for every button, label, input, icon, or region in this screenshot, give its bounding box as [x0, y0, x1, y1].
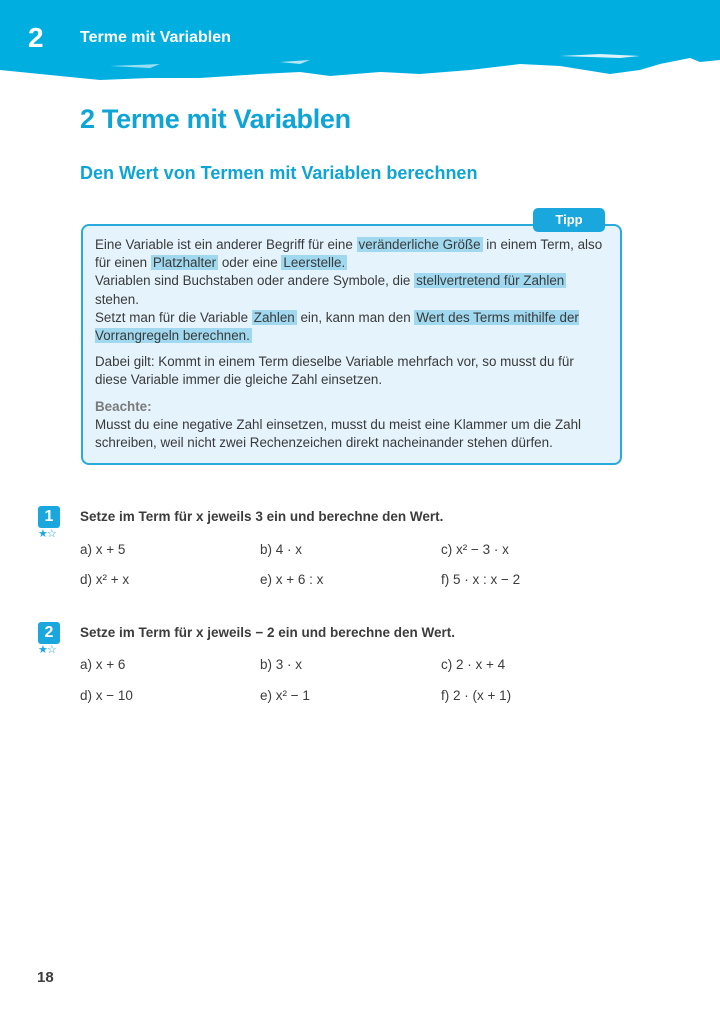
chapter-header-band [0, 0, 720, 80]
note-text: Musst du eine negative Zahl einsetzen, musst du meist eine Klammer um die Zahl schreiben, weil nicht zwei Rechenzeichen direkt nacheinander stehen dürfen. [95, 416, 582, 451]
chapter-heading: 2 Terme mit Variablen [80, 104, 351, 134]
item-label: a) [80, 657, 93, 672]
item-term: x + 5 [95, 542, 126, 557]
item-label: f) [441, 572, 450, 587]
tip-text: Setzt man für die Variable [95, 309, 252, 325]
tip-text: ein, kann man den [296, 309, 415, 325]
exercise-item [80, 572, 129, 587]
highlight-term: Zahlen [253, 309, 295, 325]
item-term: x² + x [95, 572, 130, 587]
exercise-item [441, 688, 511, 703]
item-term: 2 · x + 4 [456, 657, 506, 672]
highlight-term: Platzhalter [152, 255, 217, 271]
highlight-term: veränderliche Größe [358, 237, 481, 252]
item-term: 4 · x [275, 542, 303, 557]
exercise-2 [38, 622, 678, 712]
exercise-item [260, 688, 310, 703]
tip-text: oder eine [218, 255, 282, 271]
item-label: c) [441, 657, 453, 672]
tip-text: Variablen sind Buchstaben oder andere Symbole, die [95, 273, 415, 289]
tip-text: stehen. [95, 291, 139, 307]
highlight-term: Leerstelle. [283, 255, 346, 271]
tip-text: in einem Term, also für einen [95, 237, 603, 271]
exercise-item [80, 688, 133, 703]
page-number: 18 [37, 969, 54, 986]
exercise-item [260, 542, 302, 557]
item-label: b) [260, 657, 273, 672]
chapter-running-title: Terme mit Variablen [80, 29, 231, 46]
item-term: 2 · (x + 1) [453, 688, 512, 703]
chapter-number: 2 [28, 22, 44, 53]
difficulty-stars-icon: ★☆ [38, 643, 56, 656]
item-term: x² − 3 · x [456, 542, 509, 557]
exercise-instruction: Setze im Term für x jeweils − 2 ein und berechne den Wert. [80, 625, 455, 640]
item-term: 5 · x : x − 2 [453, 572, 521, 587]
item-label: e) [260, 688, 273, 703]
item-label: a) [80, 542, 93, 557]
exercise-number-badge: 1 [38, 506, 60, 528]
exercise-item [80, 657, 125, 672]
tip-text: Eine Variable ist ein anderer Begriff für eine [95, 237, 357, 252]
item-label: c) [441, 542, 453, 557]
item-label: e) [260, 572, 273, 587]
exercise-item [441, 542, 509, 557]
section-heading: Den Wert von Termen mit Variablen berechnen [80, 163, 478, 183]
note-label: Beachte: [95, 398, 152, 414]
exercise-item [260, 572, 323, 587]
exercise-item [260, 657, 302, 672]
tip-rule: Dabei gilt: Kommt in einem Term dieselbe Variable mehrfach vor, so musst du für diese Variable immer die gleiche Zahl einsetzen. [95, 354, 574, 388]
exercise-item [441, 657, 505, 672]
difficulty-stars-icon: ★☆ [38, 527, 56, 540]
item-term: x² − 1 [275, 688, 310, 703]
highlight-term: Wert des Terms mithilfe der Vorrangregeln berechnen. [95, 309, 579, 344]
tip-box [81, 224, 622, 465]
item-term: 3 · x [275, 657, 303, 672]
exercise-1 [38, 506, 678, 596]
exercise-number-badge: 2 [38, 622, 60, 644]
item-term: x − 10 [95, 688, 133, 703]
tip-tab-label: Tipp [533, 208, 605, 232]
exercise-item [80, 542, 125, 557]
item-term: x + 6 [95, 657, 126, 672]
item-label: f) [441, 688, 450, 703]
exercise-item [441, 572, 520, 587]
exercise-instruction: Setze im Term für x jeweils 3 ein und berechne den Wert. [80, 509, 444, 524]
item-label: d) [80, 572, 93, 587]
tip-definition [95, 236, 608, 345]
item-label: d) [80, 688, 93, 703]
highlight-term: stellvertretend für Zahlen [416, 273, 565, 289]
item-label: b) [260, 542, 273, 557]
item-term: x + 6 : x [275, 572, 324, 587]
